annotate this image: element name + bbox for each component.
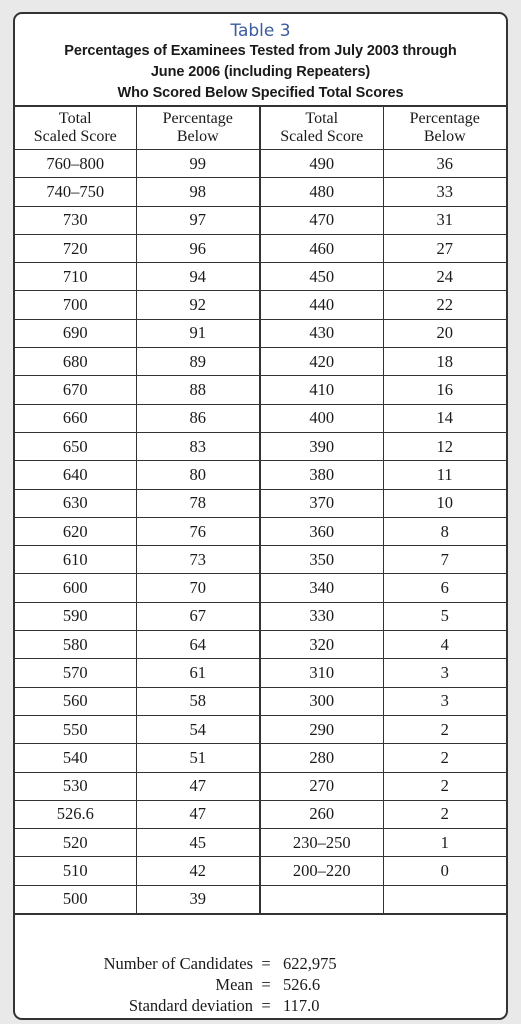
stats-list — [15, 953, 506, 1016]
table-cell: 340 — [260, 574, 383, 602]
table-cell: 73 — [136, 546, 260, 574]
table-cell: 6 — [383, 574, 506, 602]
table-cell: 270 — [260, 772, 383, 800]
table-cell: 99 — [136, 150, 260, 178]
table-cell: 3 — [383, 659, 506, 687]
table-cell: 560 — [15, 687, 136, 715]
table-row — [15, 489, 506, 517]
score-rows — [15, 150, 506, 914]
table-row — [15, 150, 506, 178]
table-cell: 12 — [383, 432, 506, 460]
table-header — [15, 14, 506, 106]
stat-label: Standard deviation — [128, 996, 253, 1016]
table-cell: 300 — [260, 687, 383, 715]
table-cell: 33 — [383, 178, 506, 206]
table-cell: 14 — [383, 404, 506, 432]
table-cell: 83 — [136, 432, 260, 460]
table-cell — [260, 885, 383, 913]
column-header-line: Total — [305, 110, 339, 127]
table-cell: 660 — [15, 404, 136, 432]
table-cell: 27 — [383, 234, 506, 262]
table-row — [15, 715, 506, 743]
table-row — [15, 404, 506, 432]
table-row — [15, 376, 506, 404]
table-cell: 70 — [136, 574, 260, 602]
table-cell: 0 — [383, 857, 506, 885]
table-cell: 390 — [260, 432, 383, 460]
stat-label: Number of Candidates — [103, 954, 253, 974]
table-cell: 7 — [383, 546, 506, 574]
table-cell: 22 — [383, 291, 506, 319]
table-cell: 460 — [260, 234, 383, 262]
table-cell: 2 — [383, 772, 506, 800]
table-subtitle-line-1: Percentages of Examinees Tested from July 2003 through — [64, 43, 457, 59]
table-cell: 760–800 — [15, 150, 136, 178]
table-cell: 8 — [383, 517, 506, 545]
table-cell: 54 — [136, 715, 260, 743]
table-cell: 3 — [383, 687, 506, 715]
table-row — [15, 772, 506, 800]
table-cell: 620 — [15, 517, 136, 545]
table-cell: 24 — [383, 263, 506, 291]
table-row — [15, 461, 506, 489]
table-cell: 550 — [15, 715, 136, 743]
table-cell: 96 — [136, 234, 260, 262]
table-cell: 400 — [260, 404, 383, 432]
table-row — [15, 517, 506, 545]
table-row — [15, 574, 506, 602]
table-cell: 720 — [15, 234, 136, 262]
table-cell: 510 — [15, 857, 136, 885]
stat-label: Mean — [215, 975, 253, 995]
table-cell: 540 — [15, 744, 136, 772]
column-header-line: Scaled Score — [33, 128, 117, 145]
table-cell: 20 — [383, 319, 506, 347]
table-cell: 10 — [383, 489, 506, 517]
table-cell: 61 — [136, 659, 260, 687]
table-cell: 260 — [260, 800, 383, 828]
table-cell: 11 — [383, 461, 506, 489]
table-cell: 36 — [383, 150, 506, 178]
table-cell: 630 — [15, 489, 136, 517]
table-cell: 420 — [260, 348, 383, 376]
table-cell: 710 — [15, 263, 136, 291]
table-cell: 5 — [383, 602, 506, 630]
table-subtitle-line-3: Who Scored Below Specified Total Scores — [117, 85, 404, 101]
scores-table — [15, 106, 506, 914]
column-header-line: Percentage — [162, 110, 233, 127]
table-row — [15, 829, 506, 857]
table-cell: 430 — [260, 319, 383, 347]
table-cell: 310 — [260, 659, 383, 687]
column-header-row — [15, 107, 506, 150]
table-cell: 730 — [15, 206, 136, 234]
stat-row — [15, 974, 506, 995]
table-row — [15, 178, 506, 206]
table-row — [15, 263, 506, 291]
table-cell: 600 — [15, 574, 136, 602]
stat-value: 622,975 — [283, 954, 337, 974]
column-header-line: Percentage — [409, 110, 480, 127]
table-cell: 45 — [136, 829, 260, 857]
table-row — [15, 631, 506, 659]
table-row — [15, 546, 506, 574]
stat-equals: = — [261, 975, 271, 995]
table-cell: 320 — [260, 631, 383, 659]
column-header-percentage-2 — [383, 107, 506, 150]
table-cell: 31 — [383, 206, 506, 234]
table-cell: 640 — [15, 461, 136, 489]
column-header-scaled-score-2 — [260, 107, 383, 150]
table-cell: 280 — [260, 744, 383, 772]
table-cell: 380 — [260, 461, 383, 489]
table-row — [15, 432, 506, 460]
table-row — [15, 687, 506, 715]
table-cell: 86 — [136, 404, 260, 432]
table-cell: 78 — [136, 489, 260, 517]
table-cell: 440 — [260, 291, 383, 319]
table-cell: 47 — [136, 800, 260, 828]
table-cell: 2 — [383, 715, 506, 743]
column-header-line: Below — [423, 128, 466, 145]
table-cell: 530 — [15, 772, 136, 800]
table-cell: 67 — [136, 602, 260, 630]
table-cell: 490 — [260, 150, 383, 178]
table-cell: 18 — [383, 348, 506, 376]
table-cell: 91 — [136, 319, 260, 347]
table-title: Table 3 — [230, 21, 291, 41]
table-cell: 4 — [383, 631, 506, 659]
table-cell: 690 — [15, 319, 136, 347]
table-cell: 1 — [383, 829, 506, 857]
table-cell: 2 — [383, 800, 506, 828]
column-header-line: Scaled Score — [280, 128, 364, 145]
table-cell: 740–750 — [15, 178, 136, 206]
table-cell: 290 — [260, 715, 383, 743]
table-cell: 64 — [136, 631, 260, 659]
table-cell: 80 — [136, 461, 260, 489]
table-row — [15, 602, 506, 630]
table-cell: 520 — [15, 829, 136, 857]
table-cell: 680 — [15, 348, 136, 376]
table-row — [15, 800, 506, 828]
table-cell: 230–250 — [260, 829, 383, 857]
table-cell: 76 — [136, 517, 260, 545]
table-cell: 39 — [136, 885, 260, 913]
table-cell: 670 — [15, 376, 136, 404]
table-cell: 610 — [15, 546, 136, 574]
table-row — [15, 857, 506, 885]
table-cell — [383, 885, 506, 913]
table-cell: 47 — [136, 772, 260, 800]
table-row — [15, 291, 506, 319]
stat-row — [15, 953, 506, 974]
table-cell: 580 — [15, 631, 136, 659]
table-row — [15, 659, 506, 687]
score-table-card — [13, 12, 508, 1020]
table-cell: 500 — [15, 885, 136, 913]
table-cell: 89 — [136, 348, 260, 376]
table-row — [15, 885, 506, 913]
table-cell: 16 — [383, 376, 506, 404]
table-cell: 650 — [15, 432, 136, 460]
column-header-line: Total — [58, 110, 92, 127]
stat-equals: = — [261, 996, 271, 1016]
stat-value: 526.6 — [283, 975, 321, 995]
table-cell: 94 — [136, 263, 260, 291]
summary-statistics — [15, 914, 506, 1016]
stat-equals: = — [261, 954, 271, 974]
table-cell: 51 — [136, 744, 260, 772]
table-cell: 570 — [15, 659, 136, 687]
table-cell: 350 — [260, 546, 383, 574]
column-header-line: Below — [176, 128, 219, 145]
table-cell: 330 — [260, 602, 383, 630]
column-header-scaled-score-1 — [15, 107, 136, 150]
stat-row — [15, 995, 506, 1016]
table-row — [15, 744, 506, 772]
table-cell: 97 — [136, 206, 260, 234]
table-row — [15, 319, 506, 347]
table-cell: 450 — [260, 263, 383, 291]
table-cell: 470 — [260, 206, 383, 234]
table-cell: 480 — [260, 178, 383, 206]
table-subtitle-line-2: June 2006 (including Repeaters) — [150, 64, 371, 80]
table-cell: 200–220 — [260, 857, 383, 885]
table-cell: 410 — [260, 376, 383, 404]
table-cell: 98 — [136, 178, 260, 206]
column-header-percentage-1 — [136, 107, 260, 150]
table-row — [15, 348, 506, 376]
table-cell: 700 — [15, 291, 136, 319]
table-cell: 590 — [15, 602, 136, 630]
table-cell: 88 — [136, 376, 260, 404]
table-cell: 92 — [136, 291, 260, 319]
table-cell: 370 — [260, 489, 383, 517]
table-cell: 58 — [136, 687, 260, 715]
table-row — [15, 206, 506, 234]
table-cell: 360 — [260, 517, 383, 545]
table-cell: 526.6 — [15, 800, 136, 828]
stat-value: 117.0 — [283, 996, 320, 1016]
table-cell: 42 — [136, 857, 260, 885]
table-cell: 2 — [383, 744, 506, 772]
table-row — [15, 234, 506, 262]
